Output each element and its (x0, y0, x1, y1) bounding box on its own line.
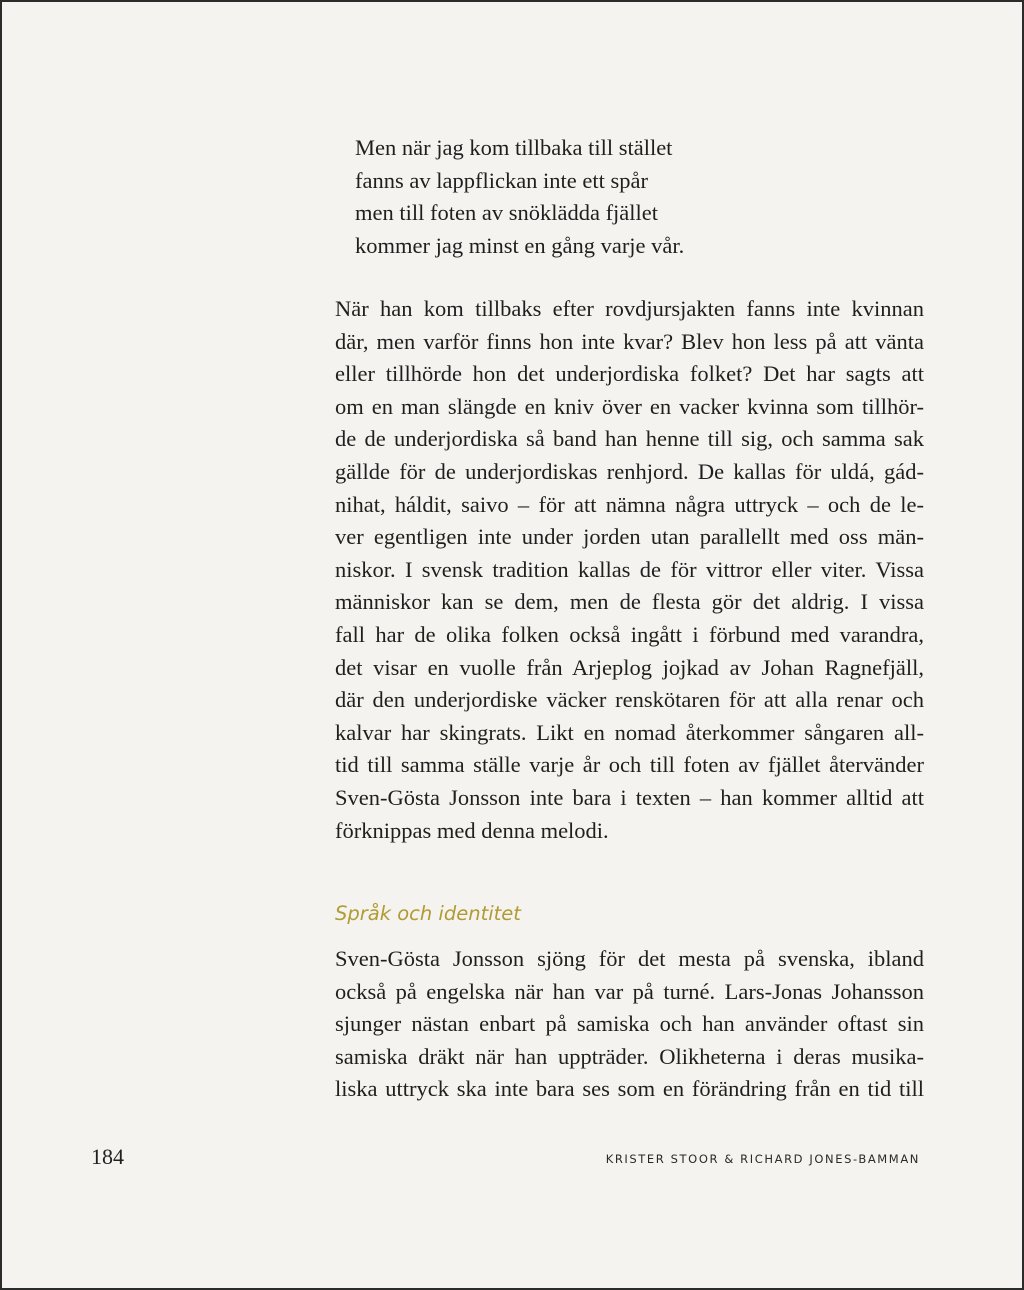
paragraph-line: om en man slängde en kniv över en vacker kvinna som tillhör- (335, 393, 924, 419)
paragraph-line: tid till samma ställe varje år och till foten av fjället återvänder (335, 752, 924, 778)
paragraph-line: där den underjordiske väcker renskötaren för att alla renar och (335, 687, 924, 713)
paragraph-line: kalvar har skingrats. Likt en nomad återkommer sångaren all- (335, 719, 924, 745)
paragraph-line: När han kom tillbaks efter rovdjursjakten fanns inte kvinnan (335, 296, 924, 321)
paragraph-line: det visar en vuolle från Arjeplog jojkad av Johan Ragnefjäll, (335, 654, 924, 680)
page-number: 184 (91, 1144, 124, 1169)
paragraph-line: fall har de olika folken också ingått i förbund med varandra, (335, 621, 924, 647)
poem-line: kommer jag minst en gång varje vår. (355, 232, 685, 258)
paragraph-line: ver egentligen inte under jorden utan parallellt med oss män- (335, 524, 924, 550)
section-heading: Språk och identitet (335, 902, 521, 925)
poem-line: Men när jag kom tillbaka till stället (355, 135, 673, 160)
poem-line: fanns av lappflickan inte ett spår (355, 167, 649, 193)
paragraph-line: människor kan se dem, men de flesta gör det aldrig. I vissa (335, 589, 924, 615)
paragraph-line: Sven-Gösta Jonsson sjöng för det mesta på svenska, ibland (335, 946, 924, 971)
running-head-authors: KRISTER STOOR & RICHARD JONES-BAMMAN (605, 1152, 920, 1166)
paragraph-line: eller tillhörde hon det underjordiska folket? Det har sagts att (335, 361, 924, 387)
paragraph-line: också på engelska när han var på turné. Lars-Jonas Johansson (335, 978, 924, 1004)
paragraph-line: niskor. I svensk tradition kallas de för vittror eller viter. Vissa (335, 556, 924, 582)
paragraph-line: liska uttryck ska inte bara ses som en förändring från en tid till (335, 1076, 924, 1102)
poem-stanza (355, 132, 684, 262)
paragraph-line: nihat, háldit, saivo – för att nämna några uttryck – och de le- (335, 491, 924, 517)
paragraph-line: där, men varför finns hon inte kvar? Blev hon less på att vänta (335, 328, 924, 354)
paragraph-line: samiska dräkt när han uppträder. Olikheterna i deras musika- (335, 1043, 924, 1069)
paragraph-line: gällde för de underjordiskas renhjord. De kallas för uldá, gád- (335, 458, 924, 484)
poem-line: men till foten av snöklädda fjället (355, 200, 659, 225)
paragraph-line: Sven-Gösta Jonsson inte bara i texten – han kommer alltid att (335, 784, 924, 810)
paragraph-line: förknippas med denna melodi. (335, 817, 609, 843)
body-paragraph-2 (335, 943, 924, 1106)
body-paragraph-1 (335, 293, 924, 847)
book-page (2, 2, 1022, 1288)
paragraph-line: sjunger nästan enbart på samiska och han använder oftast sin (335, 1011, 924, 1037)
paragraph-line: de de underjordiska så band han henne till sig, och samma sak (335, 426, 924, 452)
